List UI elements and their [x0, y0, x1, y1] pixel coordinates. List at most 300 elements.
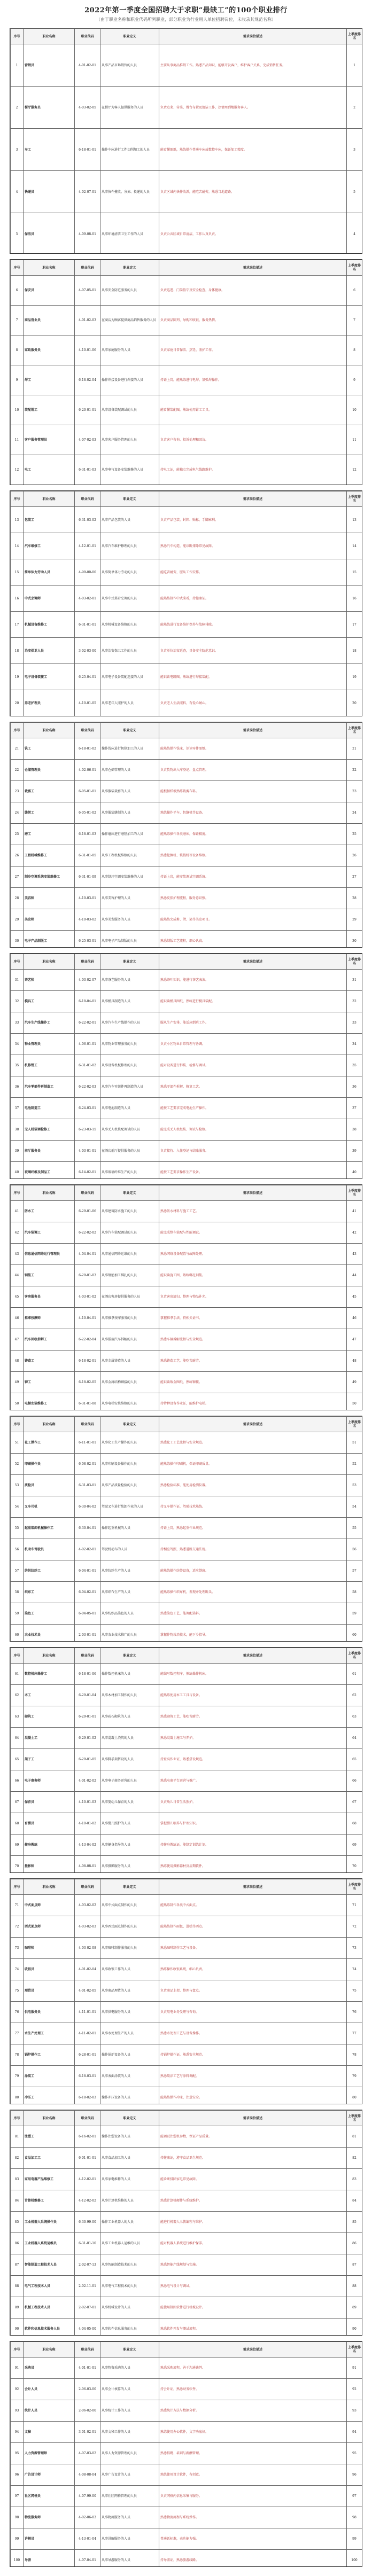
- cell-req: 熟悉零部件拆解、修复工艺。: [159, 1076, 347, 1098]
- cell-last: 54: [347, 1496, 362, 1518]
- table-row: [11, 44, 362, 87]
- cell-rank: 57: [11, 1560, 24, 1582]
- cell-def: 从事软件信息服务的人员: [100, 2319, 159, 2336]
- occupation-table: [10, 1416, 362, 1642]
- cell-rank: 79: [11, 2066, 24, 2087]
- table-row: [11, 1055, 362, 1076]
- table-row: [11, 1454, 362, 1475]
- table-row: [11, 738, 362, 760]
- cell-name: 客房服务员: [24, 1286, 75, 1308]
- cell-name: 家用电器产品维修工: [24, 2169, 75, 2190]
- cell-def: 操作冲压设备的人员: [100, 2087, 159, 2105]
- cell-rank: 69: [11, 1835, 24, 1856]
- cell-req: 熟悉电气设计与调试。: [159, 2276, 347, 2297]
- cell-rank: 58: [11, 1582, 24, 1603]
- cell-def: 操作起重机械的人员: [100, 1518, 159, 1539]
- cell-req: 熟练使用设计软件，有创意。: [159, 2464, 347, 2486]
- column-header-req: 需求岗位描述: [159, 954, 347, 970]
- cell-last: 79: [347, 2066, 362, 2087]
- column-header-rank: 序号: [11, 723, 24, 738]
- cell-def: 在酒店前厅提供服务的人员: [100, 1141, 159, 1162]
- cell-name: 玻璃纤维及制品工: [24, 1162, 75, 1180]
- cell-rank: 40: [11, 1162, 24, 1180]
- cell-rank: 45: [11, 1286, 24, 1308]
- cell-req: 熟悉计算机硬件与系统维护。: [159, 2190, 347, 2212]
- cell-req: 能熟练操作印刷机，保证印刷质量。: [159, 1454, 347, 1475]
- cell-code: 3-01-02-01: [75, 2422, 100, 2443]
- cell-rank: 44: [11, 1265, 24, 1286]
- column-header-def: 职业定义: [100, 2342, 159, 2358]
- cell-last: 8: [347, 335, 362, 365]
- table-row: [11, 2169, 362, 2190]
- cell-rank: 5: [11, 213, 24, 254]
- table-row: [11, 2023, 362, 2044]
- occupation-table: [10, 28, 362, 254]
- cell-last: 98: [347, 2507, 362, 2528]
- table-row: [11, 2190, 362, 2212]
- cell-code: 4-11-02-01: [75, 2023, 100, 2044]
- cell-name: 装配钳工: [24, 395, 75, 425]
- cell-rank: 28: [11, 888, 24, 909]
- cell-def: 从事电气设备安装维修的人员: [100, 455, 159, 485]
- column-header-def: 职业定义: [100, 1879, 159, 1895]
- cell-name: 注塑工: [24, 2126, 75, 2148]
- cell-req: 负责区域内快件收派，能吃苦耐劳，熟悉当地道路。: [159, 171, 347, 213]
- cell-def: 从事产品包装的人员: [100, 507, 159, 533]
- cell-def: 从事钢筋加工绑扎的人员: [100, 1265, 159, 1286]
- column-header-name: 职业名称: [24, 954, 75, 970]
- table-page: [10, 1878, 362, 2104]
- cell-rank: 30: [11, 931, 24, 948]
- cell-code: 6-29-01-05: [75, 1749, 100, 1770]
- cell-last: 95: [347, 2443, 362, 2464]
- cell-code: 4-07-04-01: [75, 2550, 100, 2567]
- cell-code: 4-03-02-05: [75, 87, 100, 129]
- cell-last: 51: [347, 1432, 362, 1454]
- table-row: [11, 1244, 362, 1265]
- cell-rank: 21: [11, 738, 24, 760]
- cell-rank: 63: [11, 1706, 24, 1728]
- cell-code: 6-31-01-09: [75, 867, 100, 888]
- table-row: [11, 1119, 362, 1141]
- cell-rank: 27: [11, 867, 24, 888]
- cell-code: 4-13-01-04: [75, 2528, 100, 2550]
- cell-rank: 20: [11, 690, 24, 716]
- table-row: [11, 276, 362, 306]
- cell-req: 能按工艺要求操作生产设备。: [159, 1162, 347, 1180]
- column-header-name: 职业名称: [24, 723, 75, 738]
- cell-rank: 23: [11, 781, 24, 802]
- cell-req: 负责幼儿日常生活照护。: [159, 1792, 347, 1813]
- cell-def: 操作磨床进行磨削加工的人员: [100, 824, 159, 845]
- cell-req: 持相应驾照，熟悉道路交通法规。: [159, 1539, 347, 1560]
- cell-last: 97: [347, 2486, 362, 2507]
- column-header-code: 职业代码: [75, 1648, 100, 1664]
- cell-code: 4-03-02-02: [75, 1895, 100, 1916]
- cell-code: 6-31-01-03: [75, 455, 100, 485]
- cell-def: 操作车床进行工件切削加工的人员: [100, 129, 159, 171]
- cell-req: 熟悉电商平台运营与推广。: [159, 1770, 347, 1792]
- cell-def: 从事健身指导的人员: [100, 1835, 159, 1856]
- cell-name: 简单体力劳动人员: [24, 559, 75, 586]
- cell-def: 从事电梯安装维修的人员: [100, 1393, 159, 1411]
- cell-rank: 66: [11, 1770, 24, 1792]
- table-row: [11, 1856, 362, 1874]
- cell-req: 熟悉染色工艺，能调配染料。: [159, 1603, 347, 1625]
- cell-last: 67: [347, 1792, 362, 1813]
- cell-req: 负责接待、入住登记与结账服务。: [159, 1141, 347, 1162]
- cell-def: 从事印刷设备操作的人员: [100, 1454, 159, 1475]
- cell-last: 55: [347, 1518, 362, 1539]
- column-header-req: 需求岗位描述: [159, 1417, 347, 1432]
- cell-last: 6: [347, 276, 362, 306]
- cell-name: 仓储管理员: [24, 760, 75, 781]
- cell-req: 能完成整车装配与性能调试。: [159, 1222, 347, 1244]
- cell-code: 6-18-02-04: [75, 365, 100, 395]
- table-row: [11, 802, 362, 824]
- cell-req: 熟练使用摄影器材及后期软件。: [159, 1856, 347, 1874]
- cell-def: 从事玻璃纤维生产的人员: [100, 1162, 159, 1180]
- column-header-name: 职业名称: [24, 491, 75, 507]
- cell-def: 从事导游服务的人员: [100, 2550, 159, 2567]
- cell-last: 69: [347, 1835, 362, 1856]
- cell-def: 从事电子产品制版的人员: [100, 931, 159, 948]
- cell-name: 汽车零部件再制造工: [24, 1076, 75, 1098]
- occupation-table: [10, 2341, 362, 2567]
- cell-name: 美容师: [24, 888, 75, 909]
- table-row: [11, 760, 362, 781]
- cell-def: 从事金属结构铆接的人员: [100, 1372, 159, 1393]
- cell-last: 28: [347, 888, 362, 909]
- cell-last: 65: [347, 1749, 362, 1770]
- cell-last: 25: [347, 824, 362, 845]
- cell-rank: 55: [11, 1518, 24, 1539]
- cell-name: 统计人员: [24, 2400, 75, 2422]
- cell-rank: 71: [11, 1895, 24, 1916]
- cell-rank: 73: [11, 1938, 24, 1959]
- table-row: [11, 455, 362, 485]
- cell-req: 持特种设备作业证，能维护电梯。: [159, 1393, 347, 1411]
- cell-req: 熟悉汽车构造，能诊断排除常见故障。: [159, 533, 347, 559]
- cell-name: 茶艺师: [24, 970, 75, 991]
- cell-rank: 26: [11, 845, 24, 867]
- cell-code: 4-10-03-01: [75, 888, 100, 909]
- cell-rank: 22: [11, 760, 24, 781]
- cell-last: 99: [347, 2528, 362, 2550]
- cell-name: 工业机器人系统操作员: [24, 2212, 75, 2233]
- cell-req: 掌握推拿手法，持相关证书。: [159, 1308, 347, 1329]
- cell-def: 从事混凝土浇筑的人员: [100, 1728, 159, 1749]
- cell-req: 能熟练操作冲床，注意安全。: [159, 2087, 347, 2105]
- table-header-row: [11, 491, 362, 507]
- cell-rank: 56: [11, 1539, 24, 1560]
- table-row: [11, 1076, 362, 1098]
- column-header-code: 职业代码: [75, 491, 100, 507]
- cell-last: 68: [347, 1813, 362, 1835]
- cell-rank: 37: [11, 1098, 24, 1119]
- table-row: [11, 1012, 362, 1034]
- cell-name: 治安保卫人员: [24, 638, 75, 664]
- cell-name: 汽车装调工: [24, 1222, 75, 1244]
- table-header-row: [11, 2111, 362, 2126]
- cell-def: 从事仓储管理的人员: [100, 760, 159, 781]
- cell-name: 信息通信网络运行管理员: [24, 1244, 75, 1265]
- cell-rank: 83: [11, 2169, 24, 2190]
- cell-rank: 16: [11, 586, 24, 612]
- cell-req: 负责客房清扫、整理与物品补充。: [159, 1286, 347, 1308]
- cell-last: 30: [347, 931, 362, 948]
- cell-rank: 3: [11, 129, 24, 171]
- table-page: [10, 1416, 362, 1642]
- cell-def: 从事木材加工制作的人员: [100, 1685, 159, 1706]
- cell-rank: 54: [11, 1496, 24, 1518]
- cell-last: 23: [347, 781, 362, 802]
- table-page: [10, 28, 362, 254]
- cell-last: 86: [347, 2233, 362, 2254]
- cell-rank: 51: [11, 1432, 24, 1454]
- cell-def: 从事电池制造的人员: [100, 1098, 159, 1119]
- cell-name: 焊工: [24, 365, 75, 395]
- cell-rank: 46: [11, 1308, 24, 1329]
- page-gap: [0, 1410, 372, 1416]
- column-header-last: 上季度排名: [347, 1185, 362, 1201]
- page-gap: [0, 948, 372, 953]
- cell-def: 从事社区网格管理的人员: [100, 2486, 159, 2507]
- cell-rank: 53: [11, 1475, 24, 1496]
- column-header-code: 职业代码: [75, 723, 100, 738]
- table-header-row: [11, 723, 362, 738]
- table-row: [11, 306, 362, 335]
- cell-last: 52: [347, 1454, 362, 1475]
- cell-last: 40: [347, 1162, 362, 1180]
- cell-def: 从事工业机器人运维的人员: [100, 2233, 159, 2254]
- cell-def: 从事食品加工的人员: [100, 2148, 159, 2169]
- cell-rank: 100: [11, 2550, 24, 2567]
- cell-code: 6-18-02-03: [75, 2087, 100, 2105]
- column-header-last: 上季度排名: [347, 29, 362, 44]
- cell-rank: 64: [11, 1728, 24, 1749]
- cell-last: 53: [347, 1475, 362, 1496]
- cell-code: 4-03-01-02: [75, 1286, 100, 1308]
- cell-def: 从事供电服务的人员: [100, 2002, 159, 2023]
- table-page: [10, 490, 362, 716]
- cell-code: 4-10-01-06: [75, 335, 100, 365]
- table-row: [11, 2443, 362, 2464]
- cell-def: 从事农业技术推广的人员: [100, 1625, 159, 1642]
- cell-name: 印刷操作员: [24, 1454, 75, 1475]
- cell-rank: 85: [11, 2212, 24, 2233]
- cell-code: 6-29-01-02: [75, 1728, 100, 1749]
- cell-def: 操作注塑设备的人员: [100, 2126, 159, 2148]
- cell-def: 从事服装裁剪的人员: [100, 781, 159, 802]
- cell-last: 56: [347, 1539, 362, 1560]
- cell-code: 4-06-01-01: [75, 1034, 100, 1055]
- cell-last: 100: [347, 2550, 362, 2567]
- cell-name: 叉车司机: [24, 1496, 75, 1518]
- cell-rank: 8: [11, 335, 24, 365]
- cell-def: 从事纺织品染色的人员: [100, 1603, 159, 1625]
- column-header-last: 上季度排名: [347, 954, 362, 970]
- cell-last: 61: [347, 1664, 362, 1685]
- cell-last: 57: [347, 1560, 362, 1582]
- document-title: 2022年第一季度全国招聘大于求职“最缺工”的100个职业排行: [84, 6, 288, 14]
- cell-rank: 10: [11, 395, 24, 425]
- cell-def: 操作焊接设备进行焊接的人员: [100, 365, 159, 395]
- cell-rank: 43: [11, 1244, 24, 1265]
- cell-def: 驾驶叉车进行装卸作业的人员: [100, 1496, 159, 1518]
- cell-name: 铣工: [24, 738, 75, 760]
- cell-last: 70: [347, 1856, 362, 1874]
- cell-last: 96: [347, 2464, 362, 2486]
- cell-name: 汽车回收拆解工: [24, 1329, 75, 1351]
- cell-req: 负责商品上架、整理与盘点。: [159, 1980, 347, 2002]
- cell-rank: 89: [11, 2297, 24, 2319]
- cell-code: 4-10-03-02: [75, 909, 100, 931]
- cell-code: 6-31-01-08: [75, 1393, 100, 1411]
- cell-code: 2-06-02-00: [75, 2400, 100, 2422]
- cell-last: 45: [347, 1286, 362, 1308]
- cell-req: 熟悉咖啡制作工艺与设备。: [159, 1938, 347, 1959]
- cell-def: 从事模具制造的人员: [100, 991, 159, 1012]
- table-row: [11, 171, 362, 213]
- table-row: [11, 1329, 362, 1351]
- table-row: [11, 2212, 362, 2233]
- table-row: [11, 1582, 362, 1603]
- table-row: [11, 2002, 362, 2023]
- cell-name: 理货员: [24, 1980, 75, 2002]
- cell-rank: 95: [11, 2443, 24, 2464]
- cell-req: 负责单位治安巡查，具备安全防范意识。: [159, 638, 347, 664]
- cell-last: 20: [347, 690, 362, 716]
- cell-req: 负责货物出入库登记、盘点管理。: [159, 760, 347, 781]
- column-header-req: 需求岗位描述: [159, 29, 347, 44]
- cell-last: 4: [347, 213, 362, 254]
- column-header-name: 职业名称: [24, 260, 75, 276]
- cell-rank: 6: [11, 276, 24, 306]
- cell-name: 会计人员: [24, 2379, 75, 2400]
- cell-req: 持电工证，能独立完成电气线路维护。: [159, 455, 347, 485]
- cell-name: 铸造工: [24, 1351, 75, 1372]
- cell-rank: 60: [11, 1625, 24, 1642]
- cell-last: 83: [347, 2169, 362, 2190]
- cell-rank: 75: [11, 1980, 24, 2002]
- table-row: [11, 909, 362, 931]
- cell-rank: 70: [11, 1856, 24, 1874]
- cell-req: 负责公共区域日常清洁，工作认真负责。: [159, 213, 347, 254]
- table-row: [11, 1938, 362, 1959]
- page-gap: [0, 1179, 372, 1184]
- cell-req: 能识读电路图，熟练进行焊接装配。: [159, 664, 347, 690]
- cell-name: 砌筑工: [24, 1706, 75, 1728]
- cell-def: 从事设备机械修理的人员: [100, 1055, 159, 1076]
- table-row: [11, 931, 362, 948]
- cell-req: 熟练操作平车、包缝机等设备。: [159, 802, 347, 824]
- column-header-code: 职业代码: [75, 1417, 100, 1432]
- column-header-rank: 序号: [11, 1185, 24, 1201]
- table-row: [11, 533, 362, 559]
- cell-req: 能熟练使用木工工具与设备。: [159, 1685, 347, 1706]
- cell-name: 染色工: [24, 1603, 75, 1625]
- table-row: [11, 1770, 362, 1792]
- cell-def: 从事无人机装配调试的人员: [100, 1119, 159, 1141]
- table-header-row: [11, 954, 362, 970]
- column-header-code: 职业代码: [75, 2342, 100, 2358]
- cell-name: 缝纫工: [24, 802, 75, 824]
- table-header-row: [11, 260, 362, 276]
- cell-name: 起重装卸机械操作工: [24, 1518, 75, 1539]
- cell-def: 从事咖啡制作服务的人员: [100, 1938, 159, 1959]
- table-row: [11, 2044, 362, 2066]
- table-row: [11, 781, 362, 802]
- cell-code: 4-03-02-01: [75, 586, 100, 612]
- column-header-name: 职业名称: [24, 1879, 75, 1895]
- table-row: [11, 1141, 362, 1162]
- table-row: [11, 1286, 362, 1308]
- cell-last: 73: [347, 1938, 362, 1959]
- table-row: [11, 1539, 362, 1560]
- cell-req: 持登高作业证，熟悉搭设规范。: [159, 1749, 347, 1770]
- cell-last: 48: [347, 1351, 362, 1372]
- cell-rank: 87: [11, 2254, 24, 2276]
- cell-req: 熟悉混凝土施工与养护。: [159, 1728, 347, 1749]
- cell-code: 6-30-04-01: [75, 1518, 100, 1539]
- column-header-rank: 序号: [11, 491, 24, 507]
- cell-code: 2-02-07-01: [75, 2297, 100, 2319]
- cell-rank: 32: [11, 991, 24, 1012]
- cell-def: 从事治安保卫工作的人员: [100, 638, 159, 664]
- cell-rank: 97: [11, 2486, 24, 2507]
- cell-code: 6-18-01-03: [75, 824, 100, 845]
- cell-req: 能熟练进行设备维护保养与故障排除。: [159, 612, 347, 638]
- cell-rank: 94: [11, 2422, 24, 2443]
- cell-def: 从事茶艺服务的人员: [100, 970, 159, 991]
- cell-req: 负责网格内信息采集与服务。: [159, 2486, 347, 2507]
- cell-name: 汽车生产线操作工: [24, 1012, 75, 1034]
- cell-req: 能完成无人机组装、调试与检修。: [159, 1119, 347, 1141]
- column-header-name: 职业名称: [24, 2111, 75, 2126]
- cell-name: 铆工: [24, 1372, 75, 1393]
- column-header-last: 上季度排名: [347, 260, 362, 276]
- column-header-name: 职业名称: [24, 1648, 75, 1664]
- cell-def: 从事脚手架搭设的人员: [100, 1749, 159, 1770]
- cell-def: 从事环境清洁卫生工作的人员: [100, 213, 159, 254]
- cell-last: 80: [347, 2087, 362, 2105]
- cell-rank: 96: [11, 2464, 24, 2486]
- cell-name: 物业管理员: [24, 1034, 75, 1055]
- cell-req: 能调试注塑机参数，保证产品质量。: [159, 2126, 347, 2148]
- table-header-row: [11, 1417, 362, 1432]
- cell-rank: 86: [11, 2233, 24, 2254]
- cell-name: 咖啡师: [24, 1938, 75, 1959]
- cell-def: 在餐厅为客人提供服务的人员: [100, 87, 159, 129]
- cell-def: 从事婴儿照护的人员: [100, 1813, 159, 1835]
- cell-code: 6-31-01-05: [75, 845, 100, 867]
- table-row: [11, 1728, 362, 1749]
- cell-last: 75: [347, 1980, 362, 2002]
- cell-code: 4-01-01-01: [75, 2358, 100, 2379]
- cell-req: 能按工艺要求完成电池生产操作。: [159, 1098, 347, 1119]
- cell-name: 机械工程技术人员: [24, 2297, 75, 2319]
- column-header-def: 职业定义: [100, 29, 159, 44]
- cell-req: 熟悉网络设备配置与故障处理。: [159, 1244, 347, 1265]
- cell-name: 工业机器人系统运维员: [24, 2233, 75, 2254]
- cell-code: 4-07-05-01: [75, 276, 100, 306]
- cell-last: 9: [347, 365, 362, 395]
- cell-name: 软件和信息技术服务人员: [24, 2319, 75, 2336]
- cell-def: 从事电气工程技术的人员: [100, 2276, 159, 2297]
- cell-def: 从事汽车装配调试的人员: [100, 1222, 159, 1244]
- cell-req: 负责老人生活照料，有爱心耐心。: [159, 690, 347, 716]
